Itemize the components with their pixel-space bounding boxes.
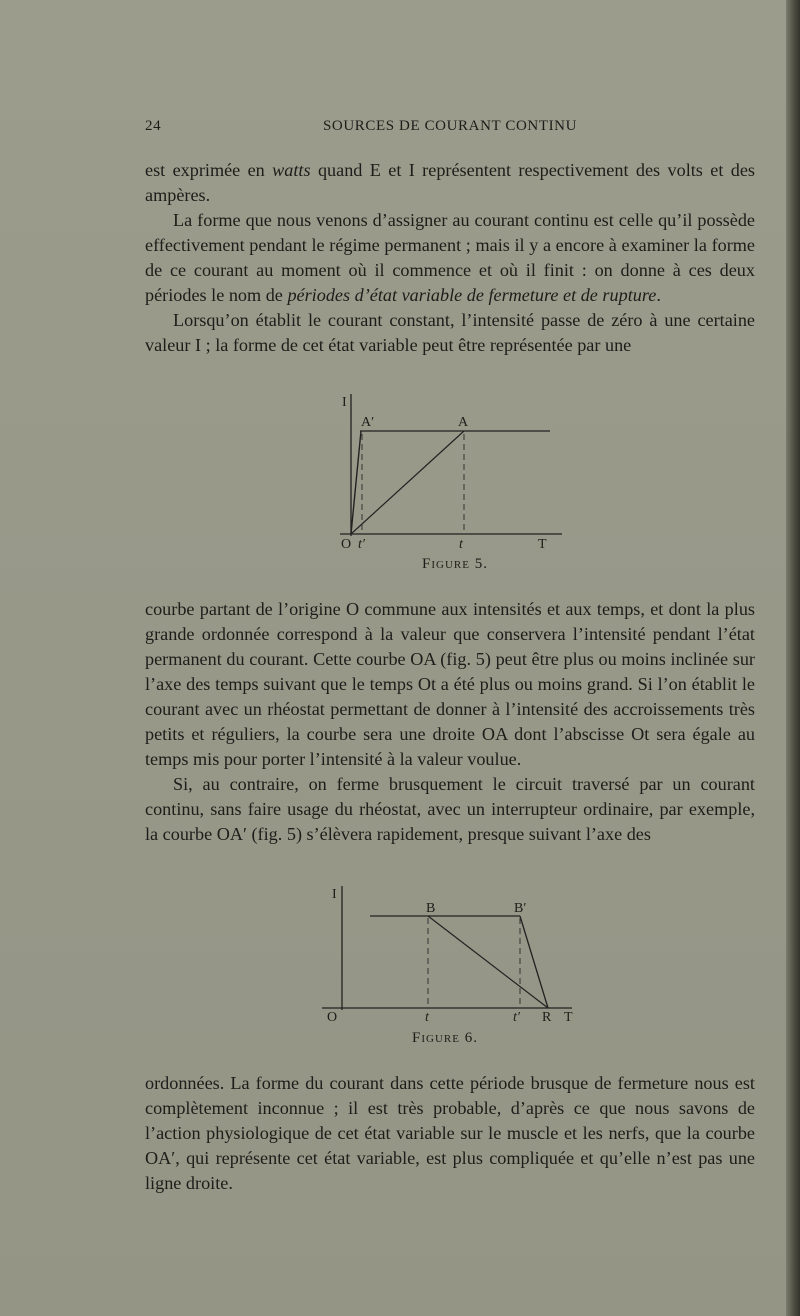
label-t: t [459,537,463,552]
label-o: O [341,537,352,552]
page-edge [786,0,800,1316]
curve-oa-prime [351,431,361,534]
label-t-axis: T [538,537,547,552]
curve-oa [351,431,464,534]
text-block-2 [145,597,755,847]
paragraph: ordonnées. La forme du courant dans cette période brusque de fermeture nous est complètement inconnue ; il est très probable, d’après ce que nous savons de l’action physiologique de cet état variable sur le muscle et les nerfs, que la courbe OA′, qui représente cet état variable, est plus compliquée et qu’elle n’est pas une ligne droite. [145,1073,755,1193]
label-r: R [542,1010,552,1025]
figure-5-caption: Figure 5. [422,556,488,572]
paragraph: courbe partant de l’origine O commune aux intensités et aux temps, et dont la plus grande ordonnée correspond à la valeur que conservera l’intensité pendant l’état permanent du courant. Cette courbe OA (fig. 5) peut être plus ou moins inclinée sur l’axe des temps suivant que le temps Ot a été plus ou moins grand. Si l’on établit le courant avec un rhéostat permettant de donner à l’intensité des accroissements très petits et réguliers, la courbe sera une droite OA dont l’abscisse Ot sera égale au temps mis pour porter l’intensité à la valeur voulue. [145,599,755,769]
text-block-3 [145,1071,755,1196]
page-number: 24 [145,118,162,134]
label-t-axis: T [564,1010,573,1025]
label-o: O [327,1010,338,1025]
label-t: t [425,1010,429,1025]
label-a: A [458,415,469,430]
label-t-prime: t′ [358,537,365,552]
figure-6-caption: Figure 6. [412,1030,478,1046]
curve-b-prime [520,916,548,1008]
running-title: SOURCES DE COURANT CONTINU [322,118,578,134]
figure-6 [310,878,600,1028]
text-block-1 [145,158,755,358]
label-t-prime: t′ [513,1010,520,1025]
paragraph: Si, au contraire, on ferme brusquement le circuit traversé par un courant continu, sans faire usage du rhéostat, avec un interrupteur ordinaire, par exemple, la courbe OA′ (fig. 5) s’élèvera rapidement, presque suivant l’axe des [145,774,755,844]
label-a-prime: A′ [361,415,375,430]
page-header [145,118,755,140]
curve-b [428,916,548,1008]
label-b: B [426,901,436,916]
paragraph: est exprimée en watts quand E et I représentent respectivement des volts et des ampères. [145,160,755,205]
figure-5 [330,388,580,558]
label-i: I [332,887,337,902]
label-i: I [342,395,347,410]
label-b-prime: B′ [514,901,527,916]
paragraph: Lorsqu’on établit le courant constant, l’intensité passe de zéro à une certaine valeur I ; la forme de cet état variable peut être représentée par une [145,310,755,355]
paragraph: La forme que nous venons d’assigner au courant continu est celle qu’il possède effectivement pendant le régime permanent ; mais il y a encore à examiner la forme de ce courant au moment où il commence et où il finit : on donne à ces deux périodes le nom de périodes d’état variable de fermeture et de rupture. [145,210,755,305]
